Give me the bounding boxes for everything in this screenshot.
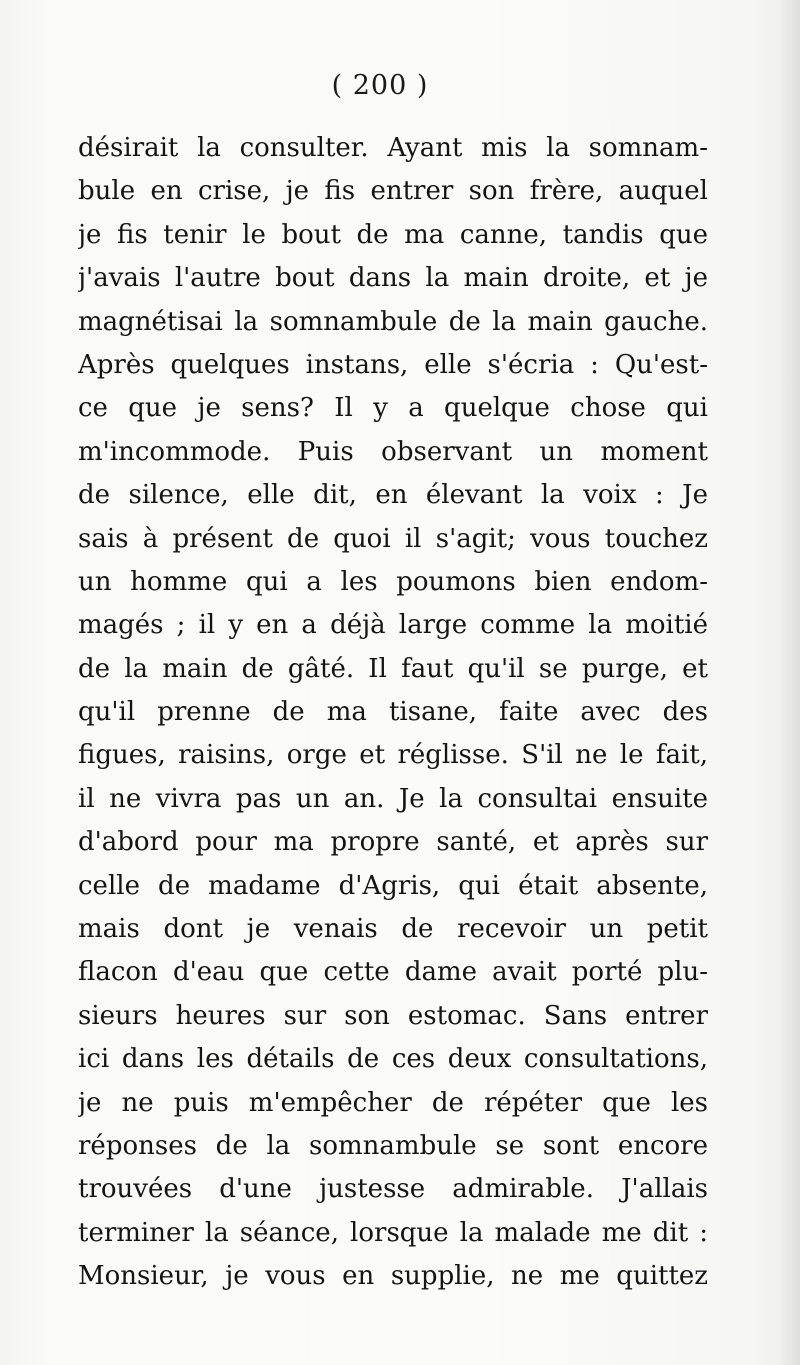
text-line: m'incommode. Puis observant un moment [78, 436, 708, 467]
text-line: magés ; il y en a déjà large comme la moitié [78, 610, 708, 641]
text-line: trouvées d'une justesse admirable. J'allais [78, 1174, 708, 1205]
text-line: ce que je sens? Il y a quelque chose qui [78, 393, 708, 424]
text-line: d'abord pour ma propre santé, et après sur [78, 827, 708, 858]
text-line: bule en crise, je fis entrer son frère, auquel [78, 176, 708, 207]
text-line: je fis tenir le bout de ma canne, tandis que [78, 219, 708, 250]
text-line: qu'il prenne de ma tisane, faite avec des [78, 697, 708, 728]
text-line: il ne vivra pas un an. Je la consultai ensuite [78, 783, 708, 814]
text-line: Monsieur, je vous en supplie, ne me quittez [78, 1261, 708, 1292]
text-line: mais dont je venais de recevoir un petit [78, 914, 708, 945]
text-line: de silence, elle dit, en élevant la voix : Je [78, 480, 708, 511]
page-number: ( 200 ) [331, 70, 429, 101]
text-line: de la main de gâté. Il faut qu'il se purge, et [78, 653, 708, 684]
text-line: Après quelques instans, elle s'écria : Qu'est- [78, 349, 708, 380]
text-line: figues, raisins, orge et réglisse. S'il ne le fait, [78, 740, 708, 771]
text-line: sieurs heures sur son estomac. Sans entrer [78, 1000, 708, 1031]
text-line: désirait la consulter. Ayant mis la somnam- [78, 133, 708, 163]
text-line: flacon d'eau que cette dame avait porté plu- [78, 957, 708, 988]
text-line: ici dans les détails de ces deux consultations, [78, 1044, 708, 1075]
text-line: j'avais l'autre bout dans la main droite, et je [78, 263, 708, 294]
page-text [78, 127, 708, 1299]
text-line: je ne puis m'empêcher de répéter que les [78, 1087, 708, 1118]
text-line: un homme qui a les poumons bien endom- [78, 566, 708, 597]
text-line: magnétisai la somnambule de la main gauche. [78, 306, 708, 337]
text-line: réponses de la somnambule se sont encore [78, 1130, 708, 1161]
text-line: terminer la séance, lorsque la malade me dit : [78, 1217, 708, 1248]
page-edge-shadow [778, 0, 800, 1365]
text-line: sais à présent de quoi il s'agit; vous touchez [78, 523, 708, 554]
text-line: celle de madame d'Agris, qui était absente, [78, 870, 708, 901]
